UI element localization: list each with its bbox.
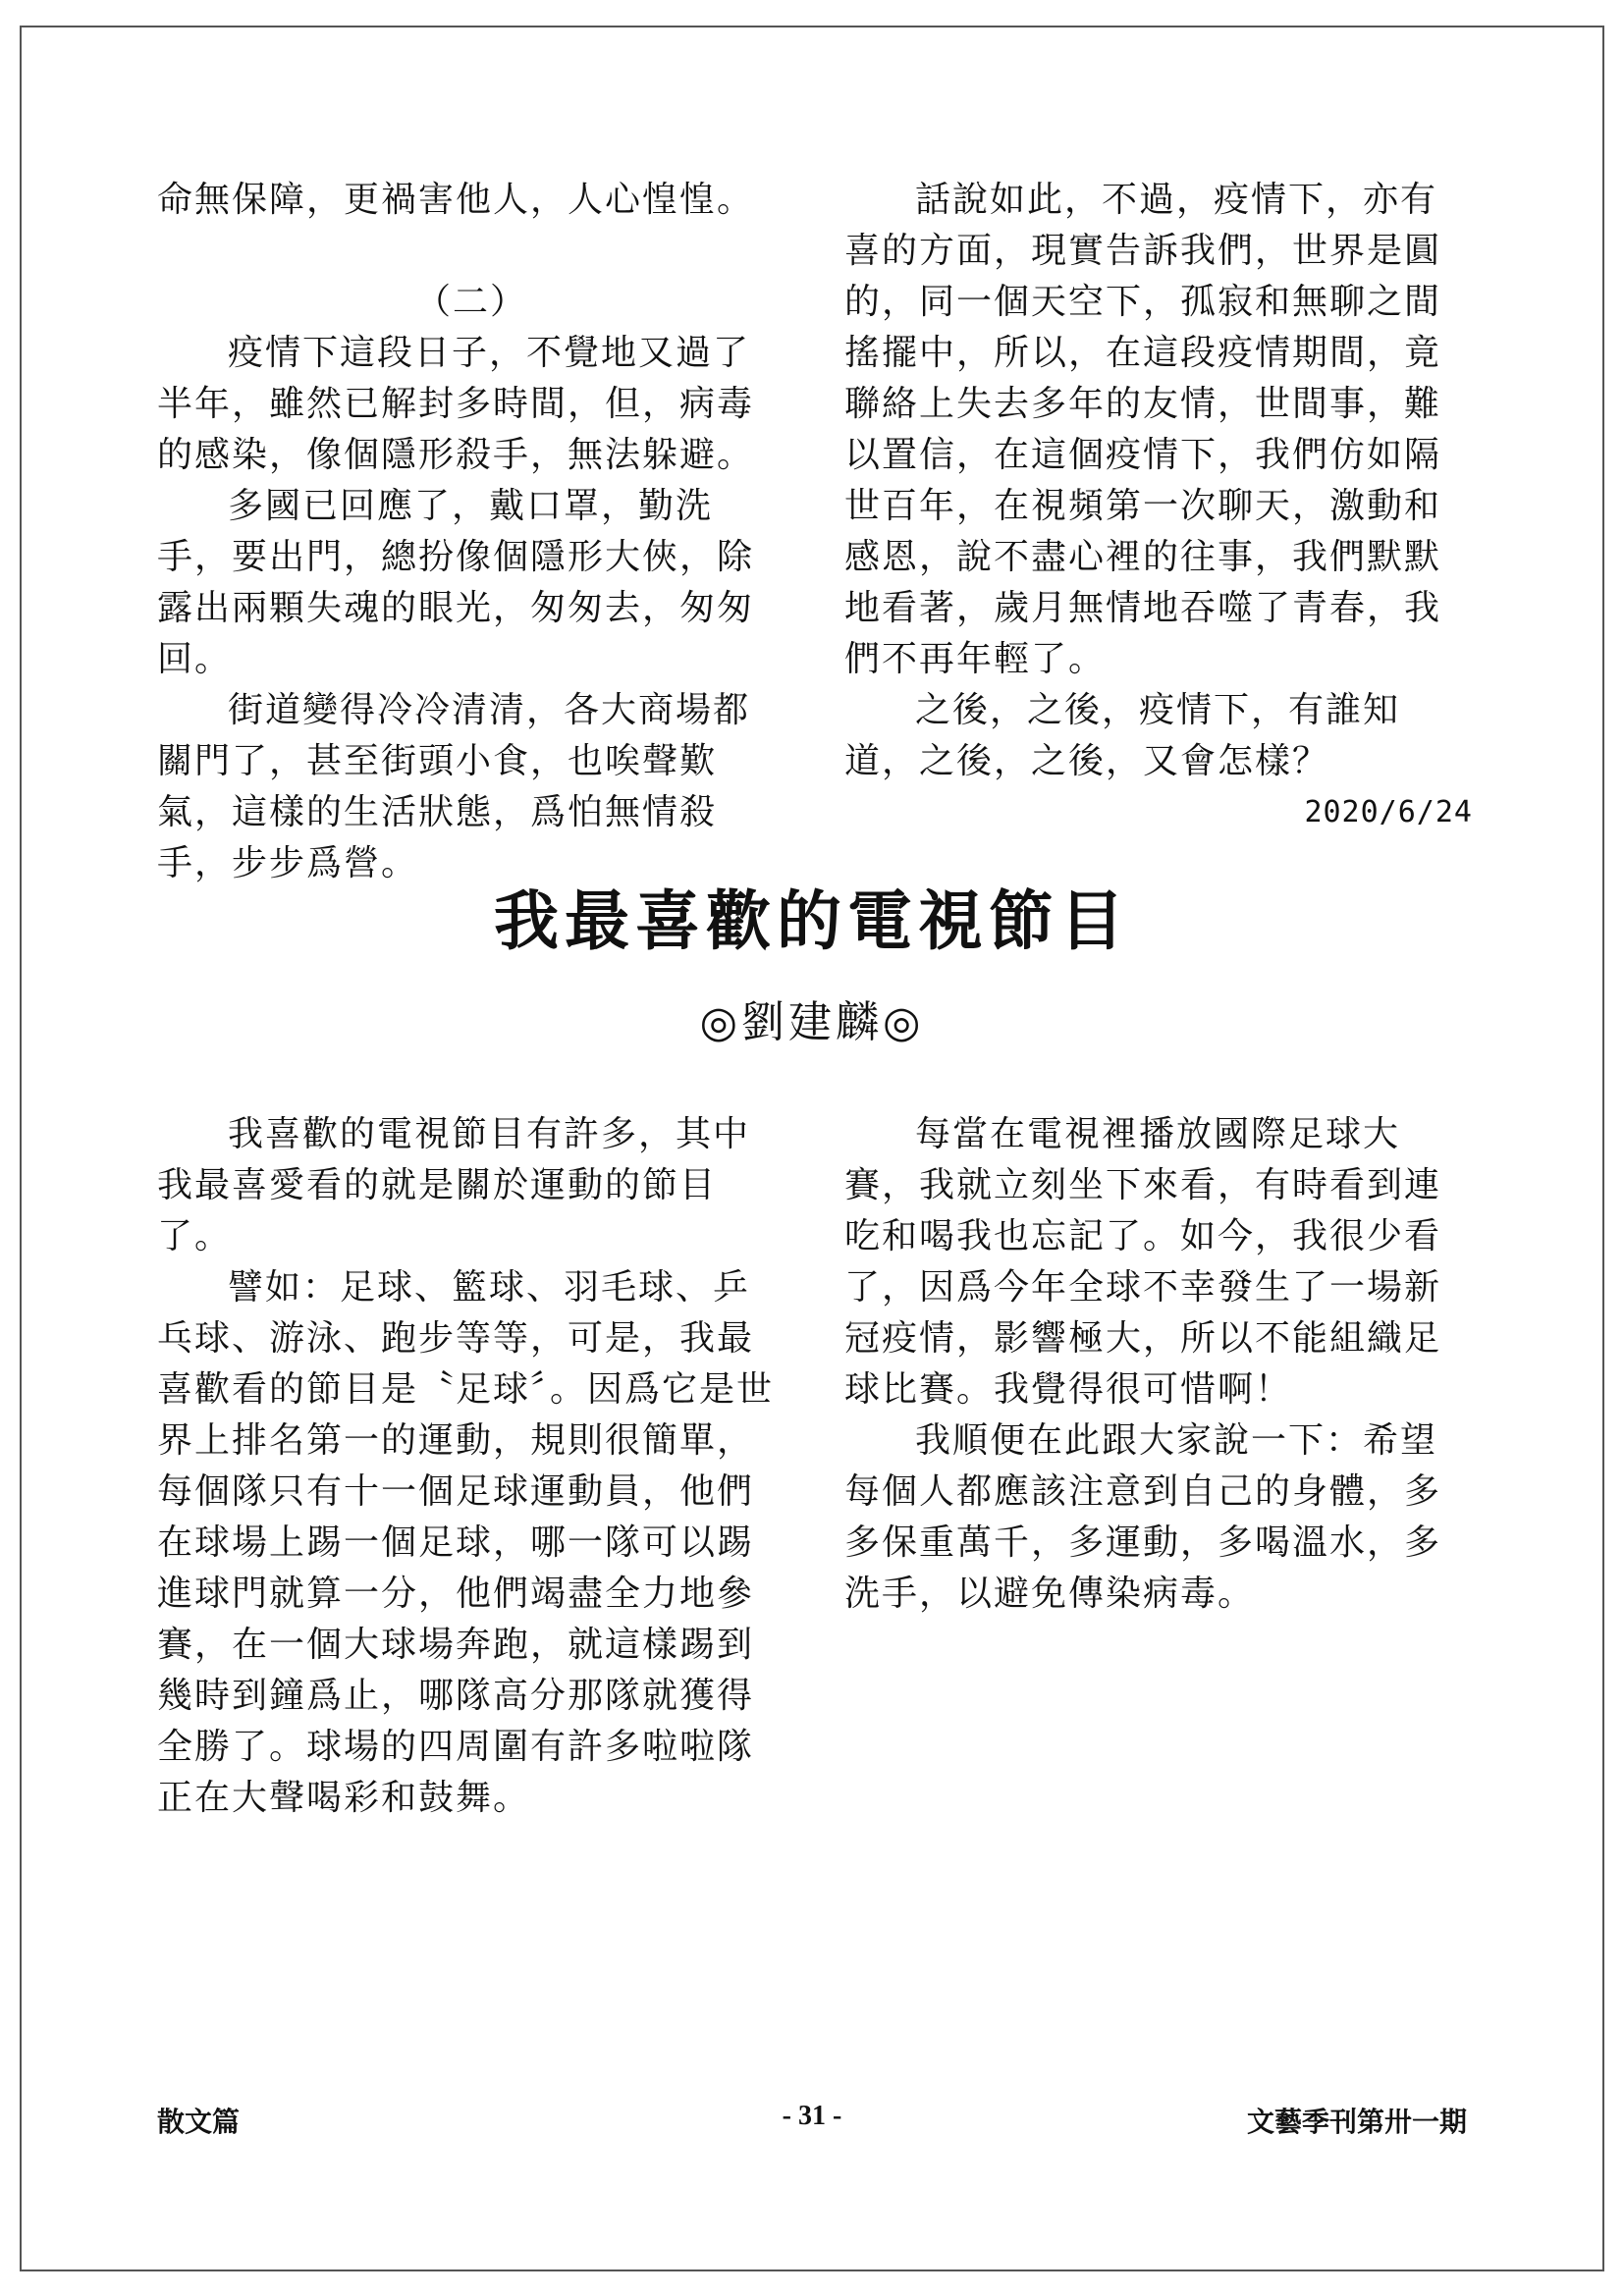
- paragraph: 話說如此，不過，疫情下，亦有喜的方面，現實告訴我們，世界是圓的，同一個天空下，孤寂和無聊之間搖擺中，所以，在這段疫情期間，竟聯絡上失去多年的友情，世間事，難以置信，在這個疫情下，我們仿如隔世百年，在視頻第一次聊天，激動和感恩，說不盡心裡的往事，我們默默地看著，歲月無情地吞噬了青春，我們不再年輕了。: [844, 180, 1442, 679]
- paragraph: 命無保障，更禍害他人，人心惶惶。: [157, 180, 755, 220]
- paragraph: 我喜歡的電視節目有許多，其中我最喜愛看的就是關於運動的節目了。: [157, 1114, 751, 1256]
- article-date: 2020/6/24: [1304, 795, 1473, 829]
- footer-publication-name: 文藝季刊第卅一期: [1246, 2107, 1467, 2137]
- page-number: - 31 -: [782, 2101, 842, 2131]
- paragraph: 每當在電視裡播放國際足球大賽，我就立刻坐下來看，有時看到連吃和喝我也忘記了。如今，我很少看了，因爲今年全球不幸發生了一場新冠疫情，影響極大，所以不能組織足球比賽。我覺得很可惜啊！: [844, 1114, 1442, 1410]
- article-right-column: [844, 1109, 1473, 1620]
- section-heading: （二）: [414, 282, 527, 322]
- article-left-column: [157, 1109, 785, 1824]
- paragraph: 我順便在此跟大家說一下：希望每個人都應該注意到自己的身體，多多保重萬千，多運動，多喝溫水，多洗手，以避免傳染病毒。: [844, 1420, 1442, 1614]
- previous-article-left-column: [157, 175, 785, 889]
- article-title: 我最喜歡的電視節目: [494, 882, 1130, 959]
- author-byline: ◎劉建麟◎: [699, 997, 925, 1047]
- paragraph: 多國已回應了，戴口罩，勤洗手，要出門，總扮像個隱形大俠，除露出兩顆失魂的眼光，匆匆去，匆匆回。: [157, 486, 755, 679]
- paragraph: 街道變得冷冷清清，各大商場都關門了，甚至街頭小食，也唉聲歎氣，這樣的生活狀態，爲怕無情殺手，步步爲營。: [157, 690, 751, 883]
- footer-section-name: 散文篇: [157, 2107, 241, 2137]
- paragraph: 之後，之後，疫情下，有誰知道，之後，之後，又會怎樣？: [844, 690, 1401, 781]
- paragraph: 譬如：足球、籃球、羽毛球、乒乓球、游泳、跑步等等，可是，我最喜歡看的節目是〝足球〞。因爲它是世界上排名第一的運動，規則很簡單，每個隊只有十一個足球運動員，他們在球場上踢一個足球，哪一隊可以踢進球門就算一分，他們竭盡全力地參賽，在一個大球場奔跑，就這樣踢到幾時到鐘爲止，哪隊高分那隊就獲得全勝了。球場的四周圍有許多啦啦隊正在大聲喝彩和鼓舞。: [157, 1267, 775, 1818]
- previous-article-right-column: [844, 175, 1473, 838]
- paragraph: 疫情下這段日子，不覺地又過了半年，雖然已解封多時間，但，病毒的感染，像個隱形殺手，無法躲避。: [157, 333, 755, 475]
